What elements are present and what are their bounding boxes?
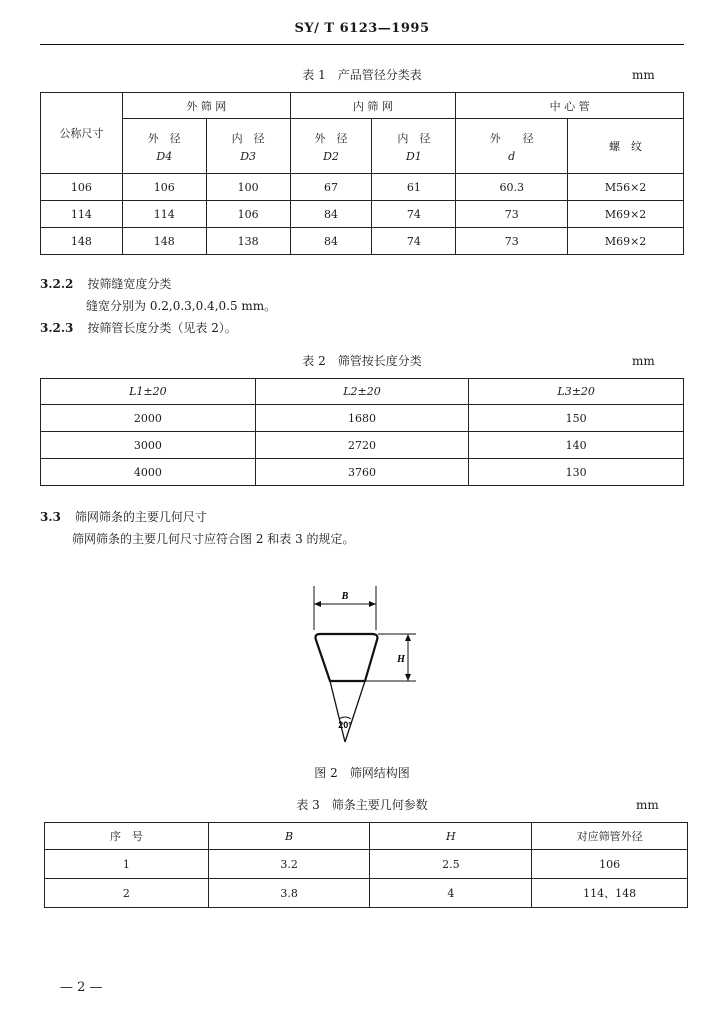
table1-group-inner-screen: 内 筛 网 <box>290 93 456 119</box>
table3-unit: mm <box>636 798 659 812</box>
table1-sub-header: 外 径 D4 <box>122 119 206 174</box>
table-cell: 138 <box>206 228 290 255</box>
table-cell: 2720 <box>255 432 469 459</box>
table-cell: 84 <box>290 228 372 255</box>
section-3-3: 3.3 筛网筛条的主要几何尺寸 <box>40 510 207 524</box>
table-cell: 148 <box>41 228 123 255</box>
table-cell: 114、148 <box>532 879 688 908</box>
table-cell: 114 <box>122 201 206 228</box>
table-cell: 106 <box>41 174 123 201</box>
table2-header-l3: L3±20 <box>469 379 684 405</box>
wedge-body <box>316 634 378 681</box>
angle-arc <box>339 717 351 719</box>
table2-header-l2: L2±20 <box>255 379 469 405</box>
table-cell: 84 <box>290 201 372 228</box>
page-number: — 2 — <box>60 980 103 995</box>
label-h: H <box>397 654 405 665</box>
table1-group-outer-screen: 外 筛 网 <box>122 93 290 119</box>
table-cell: 73 <box>456 228 568 255</box>
section-3-2-2: 3.2.2 按筛缝宽度分类 <box>40 277 172 291</box>
table1 <box>40 92 684 255</box>
table3-header-index: 序 号 <box>45 823 209 850</box>
section-3-2-2-body: 缝宽分别为 0.2,0.3,0.4,0.5 mm。 <box>86 299 277 313</box>
table3 <box>44 822 688 908</box>
screen-structure-figure <box>294 584 424 754</box>
table-cell: 106 <box>122 174 206 201</box>
table-cell: 2.5 <box>370 850 532 879</box>
table1-sub-header: 外 径 d <box>456 119 568 174</box>
table1-caption: 表 1 产品管径分类表 <box>302 68 422 82</box>
table-cell: 3.8 <box>208 879 370 908</box>
angle-label: 20° <box>338 720 352 730</box>
table-cell: 150 <box>469 405 684 432</box>
table-cell: 74 <box>372 201 456 228</box>
table-cell: 2 <box>45 879 209 908</box>
arrow-icon <box>405 634 411 641</box>
table-cell: 73 <box>456 201 568 228</box>
table-cell: 67 <box>290 174 372 201</box>
standard-header: SY/ T 6123—1995 <box>294 21 430 36</box>
table-cell: 114 <box>41 201 123 228</box>
table-cell: 100 <box>206 174 290 201</box>
table-cell: 1 <box>45 850 209 879</box>
table-cell: 2000 <box>41 405 256 432</box>
table1-unit: mm <box>632 68 655 82</box>
table-cell: 140 <box>469 432 684 459</box>
section-3-3-body: 筛网筛条的主要几何尺寸应符合图 2 和表 3 的规定。 <box>72 532 355 546</box>
table3-header-h: H <box>370 823 532 850</box>
table-cell: 3000 <box>41 432 256 459</box>
table-cell: 1680 <box>255 405 469 432</box>
table1-sub-header: 内 径 D1 <box>372 119 456 174</box>
table-cell: 3760 <box>255 459 469 486</box>
cone-line <box>345 681 365 742</box>
table1-sub-header: 外 径 D2 <box>290 119 372 174</box>
header-rule <box>40 44 684 45</box>
table2-unit: mm <box>632 354 655 368</box>
figure2-caption: 图 2 筛网结构图 <box>314 766 410 780</box>
table2 <box>40 378 684 486</box>
table3-caption: 表 3 筛条主要几何参数 <box>296 798 428 812</box>
table1-sub-header: 内 径 D3 <box>206 119 290 174</box>
table-cell: 3.2 <box>208 850 370 879</box>
table-cell: 4 <box>370 879 532 908</box>
table-cell: 60.3 <box>456 174 568 201</box>
table-cell: 106 <box>532 850 688 879</box>
table3-header-b: B <box>208 823 370 850</box>
table-cell: 130 <box>469 459 684 486</box>
table-cell: M56×2 <box>568 174 684 201</box>
label-b: B <box>341 591 349 602</box>
table-cell: 4000 <box>41 459 256 486</box>
table-cell: 106 <box>206 201 290 228</box>
table-cell: 61 <box>372 174 456 201</box>
table3-header-od: 对应筛管外径 <box>532 823 688 850</box>
table1-row-header: 公称尺寸 <box>41 93 123 174</box>
table2-caption: 表 2 筛管按长度分类 <box>302 354 422 368</box>
table1-group-center-pipe: 中 心 管 <box>456 93 684 119</box>
arrow-icon <box>405 674 411 681</box>
table-cell: 148 <box>122 228 206 255</box>
arrow-icon <box>314 601 321 607</box>
table1-sub-header: 螺 纹 <box>568 119 684 174</box>
table-cell: M69×2 <box>568 201 684 228</box>
table2-header-l1: L1±20 <box>41 379 256 405</box>
cone-line <box>330 681 345 742</box>
section-3-2-3: 3.2.3 按筛管长度分类（见表 2）。 <box>40 321 237 335</box>
table-cell: 74 <box>372 228 456 255</box>
table-cell: M69×2 <box>568 228 684 255</box>
arrow-icon <box>369 601 376 607</box>
